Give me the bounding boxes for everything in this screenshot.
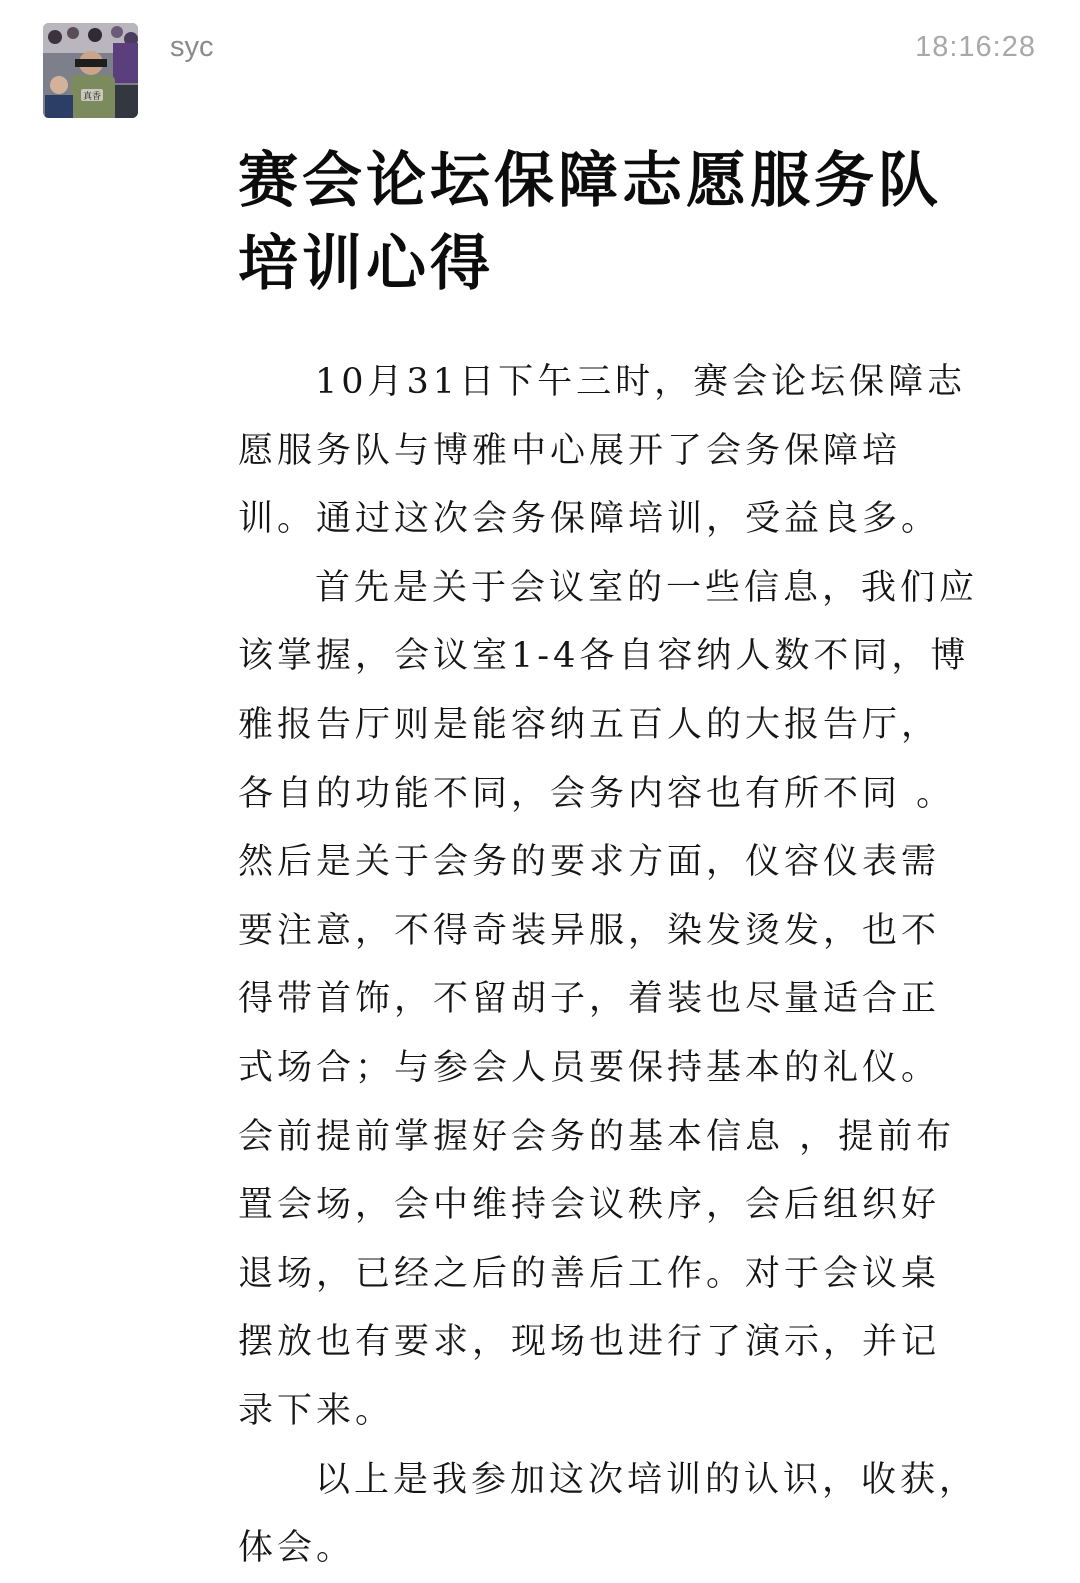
avatar-label: 真香 (82, 92, 102, 102)
sender-name[interactable]: syc (170, 31, 214, 63)
sender-avatar[interactable] (43, 23, 138, 118)
avatar-photo (43, 23, 138, 118)
note-paragraph: 首先是关于会议室的一些信息，我们应该掌握，会议室1-4各自容纳人数不同，博雅报告厅则是能容纳五百人的大报告厅，各自的功能不同，会务内容也有所不同 。然后是关于会务的要求方面，仪容仪表需要注意，不得奇装异服，染发烫发，也不得带首饰，不留胡子，着装也尽量适合正式场合；与参会人员要保持基本的礼仪。会前提前掌握好会务的基本信息 ，提前布置会场，会中维持会议秩序，会后组织好退场，已经之后的善后工作。对于会议桌摆放也有要求，现场也进行了演示，并记录下来。 (238, 567, 979, 1431)
note-body (238, 348, 978, 1583)
note-paragraph: 以上是我参加这次培训的认识，收获，体会。 (238, 1459, 979, 1569)
handwritten-note-image[interactable] (238, 140, 978, 1583)
message-timestamp: 18:16:28 (915, 31, 1036, 63)
note-title: 赛会论坛保障志愿服务队培训心得 (238, 146, 942, 299)
note-paragraph: 10月31日下午三时，赛会论坛保障志愿服务队与博雅中心展开了会务保障培训。通过这次会务保障培训，受益良多。 (238, 362, 967, 540)
